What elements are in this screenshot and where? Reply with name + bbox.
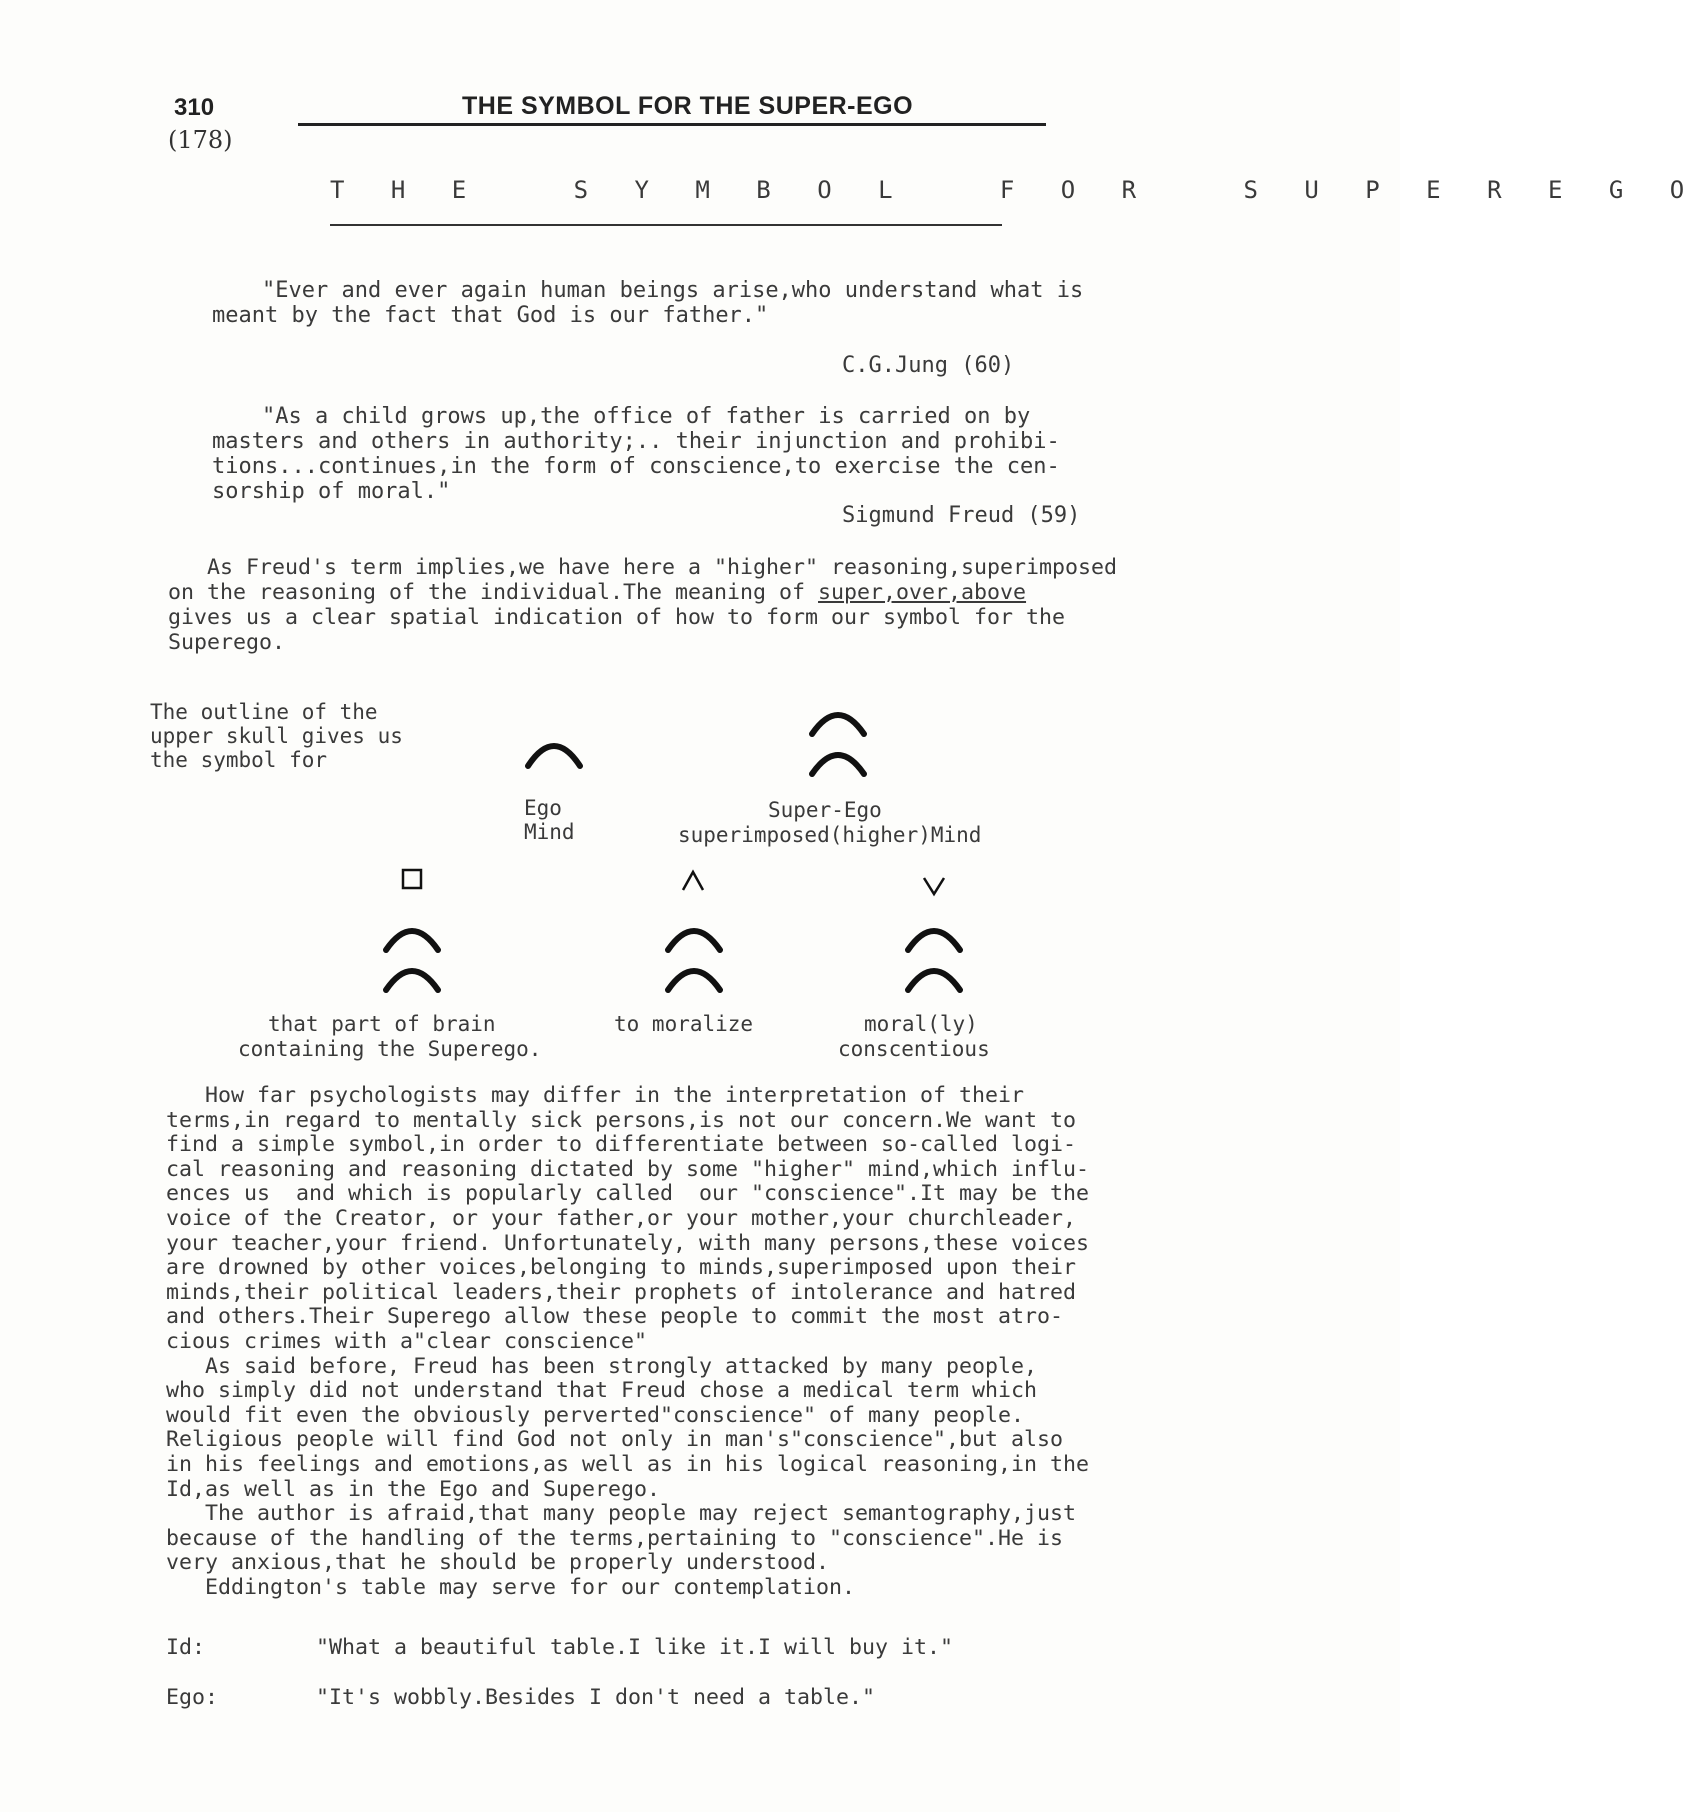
quote2-attribution: Sigmund Freud (59) <box>842 503 1081 528</box>
intro-line: As Freud's term implies,we have here a "higher" reasoning,superimposed <box>168 555 1118 580</box>
body-line: who simply did not understand that Freud chose a medical term which <box>166 1378 1038 1404</box>
body-line: How far psychologists may differ in the interpretation of their <box>166 1083 1025 1108</box>
page-number-alt: (178) <box>168 126 233 154</box>
brain-label: that part of brain <box>268 1012 496 1036</box>
body-line: voice of the Creator, or your father,or your mother,your churchleader, <box>166 1206 1077 1231</box>
quote1-line: meant by the fact that God is our father." <box>212 303 769 328</box>
caret-up-symbol <box>681 870 705 892</box>
quote2-line: masters and others in authority;.. their injunction and prohibi- <box>212 429 1060 454</box>
body-line: would fit even the obviously perverted"conscience" of many people. <box>166 1402 1025 1428</box>
body-line: Eddington's table may serve for our contemplation. <box>166 1575 856 1600</box>
dialogue-speaker: Ego: <box>166 1685 219 1710</box>
diagram-caption-line: upper skull gives us <box>150 724 403 748</box>
body-line: cal reasoning and reasoning dictated by some "higher" mind,which influ- <box>166 1156 1090 1182</box>
body-line: minds,their political leaders,their prophets of intolerance and hatred <box>166 1279 1077 1305</box>
dialogue-text: "What a beautiful table.I like it.I will buy it." <box>316 1635 954 1660</box>
quote2-line: sorship of moral." <box>212 479 451 504</box>
moral-label: conscentious <box>838 1037 990 1061</box>
body-line: very anxious,that he should be properly understood. <box>166 1550 830 1576</box>
title-rule <box>330 224 1002 226</box>
brain-label: containing the Superego. <box>238 1037 542 1061</box>
body-line: in his feelings and emotions,as well as in his logical reasoning,in the <box>166 1452 1090 1477</box>
dialogue-speaker: Id: <box>166 1635 206 1660</box>
body-line: Religious people will find God not only in man's"conscience",but also <box>166 1427 1064 1453</box>
body-line: cious crimes with a"clear conscience" <box>166 1329 648 1354</box>
quote2-line: tions...continues,in the form of conscience,to exercise the cen- <box>212 454 1060 479</box>
quote1-attribution: C.G.Jung (60) <box>842 353 1015 378</box>
diagram-caption-line: The outline of the <box>150 700 378 724</box>
superego-label: superimposed(higher)Mind <box>678 823 982 847</box>
intro-line: Superego. <box>168 630 286 655</box>
moral-label: moral(ly) <box>864 1012 978 1036</box>
body-line: your teacher,your friend. Unfortunately, with many persons,these voices <box>166 1230 1090 1256</box>
body-line: because of the handling of the terms,pertaining to "conscience".He is <box>166 1525 1064 1551</box>
body-line: Id,as well as in the Ego and Superego. <box>166 1476 661 1502</box>
ego-label: Mind <box>524 820 575 844</box>
moral-double-arc-symbol <box>904 918 964 992</box>
quote2-line: "As a child grows up,the office of father is carried on by <box>262 404 1031 429</box>
intro-line: gives us a clear spatial indication of how to form our symbol for the <box>168 605 1066 630</box>
brain-double-arc-symbol <box>382 918 442 992</box>
body-line: ences us and which is popularly called our "conscience".It may be the <box>166 1181 1090 1207</box>
running-header: THE SYMBOL FOR THE SUPER-EGO <box>462 92 914 120</box>
quote1-line: "Ever and ever again human beings arise,who understand what is <box>262 278 1084 303</box>
body-line: terms,in regard to mentally sick persons,is not our concern.We want to <box>166 1107 1077 1133</box>
moralize-double-arc-symbol <box>664 918 724 992</box>
page-number: 310 <box>174 94 215 121</box>
superego-double-arc-symbol <box>808 702 868 776</box>
moralize-label: to moralize <box>614 1012 754 1036</box>
header-rule <box>298 123 1046 126</box>
ego-label: Ego <box>524 796 562 820</box>
diagram-caption-line: the symbol for <box>150 748 328 772</box>
body-line: and others.Their Superego allow these people to commit the most atro- <box>166 1304 1064 1330</box>
body-line: are drowned by other voices,belonging to minds,superimposed upon their <box>166 1255 1077 1281</box>
super-over-above: super,over,above <box>818 580 1027 605</box>
ego-arc-symbol <box>524 732 584 768</box>
body-line: find a simple symbol,in order to differentiate between so-called logi- <box>166 1132 1077 1158</box>
section-title: T H E S Y M B O L F O R S U P E R E G O <box>330 176 1700 204</box>
dialogue-text: "It's wobbly.Besides I don't need a table." <box>316 1685 876 1710</box>
superego-label: Super-Ego <box>768 798 882 822</box>
body-line: The author is afraid,that many people may reject semantography,just <box>166 1501 1077 1527</box>
square-symbol <box>401 868 425 892</box>
caret-down-symbol <box>922 876 946 896</box>
body-line: As said before, Freud has been strongly attacked by many people, <box>166 1353 1038 1379</box>
intro-line: on the reasoning of the individual.The meaning of super,over,above <box>168 580 1027 605</box>
